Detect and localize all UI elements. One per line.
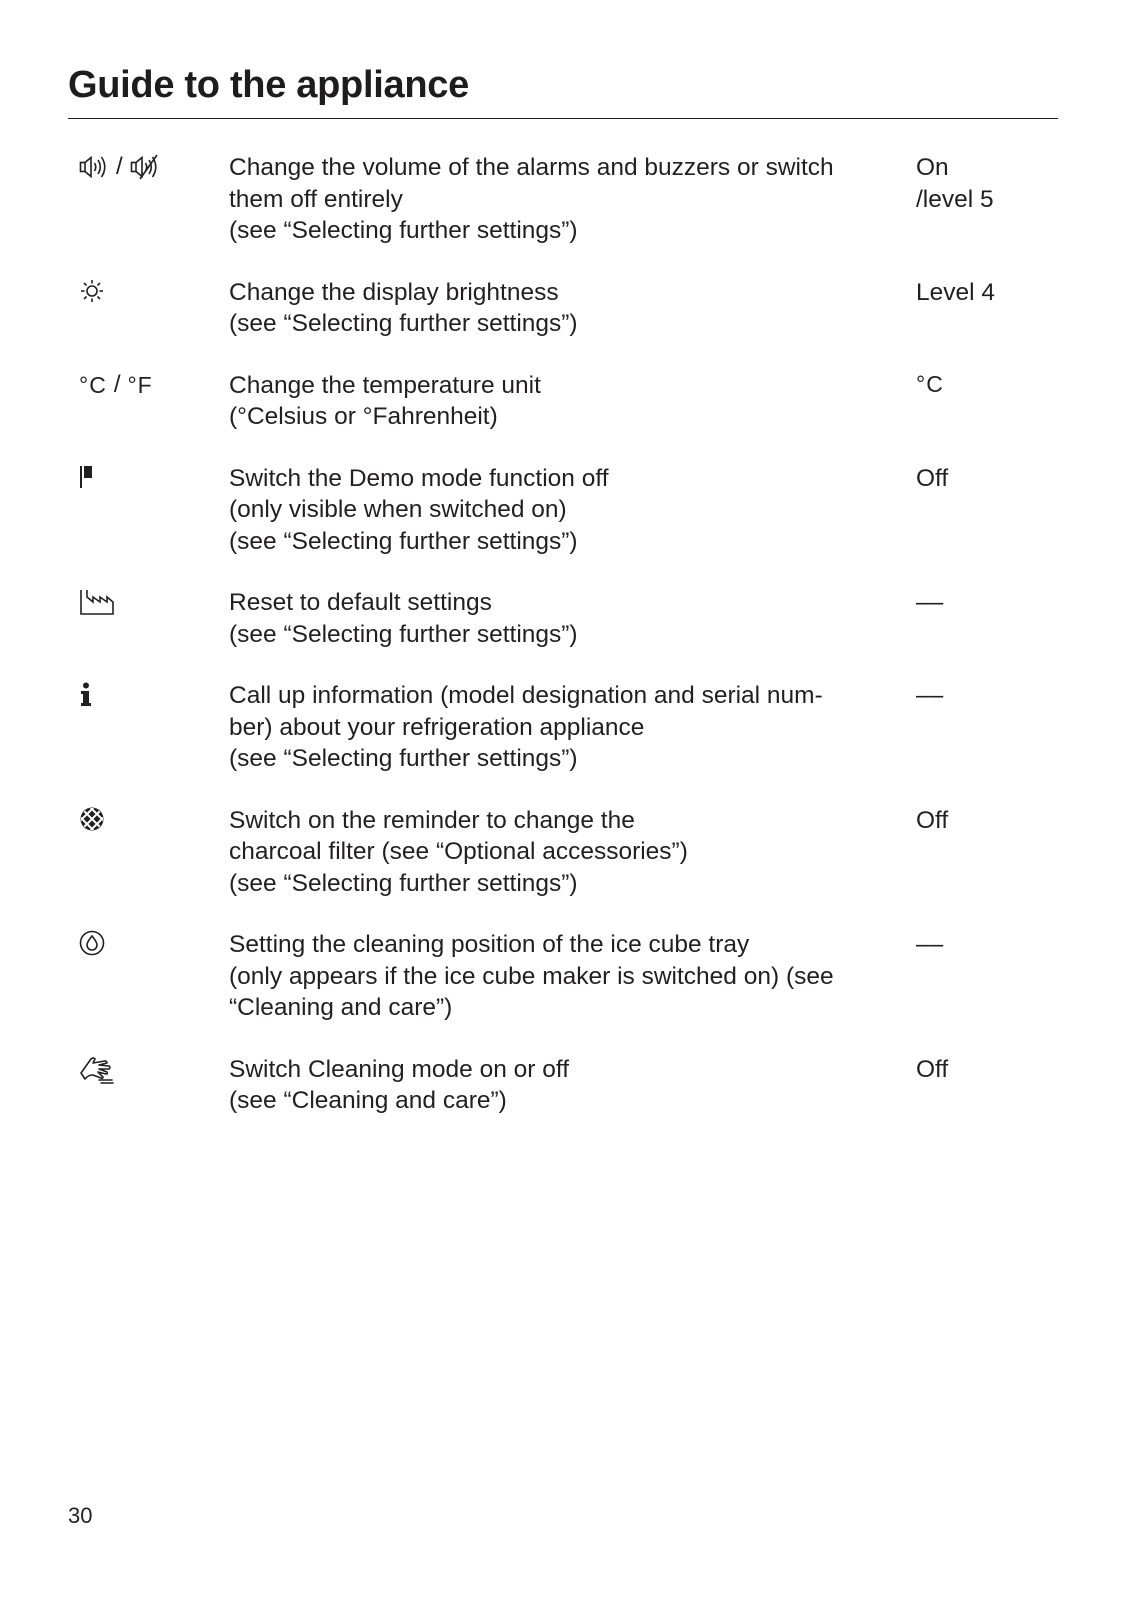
- settings-row-volume: [68, 152, 1058, 247]
- row-description: [229, 805, 911, 900]
- info-icon: [79, 681, 95, 709]
- description-line: (see “Selecting further settings”): [229, 869, 578, 897]
- row-default-value: [911, 152, 1058, 247]
- row-description: [229, 152, 911, 247]
- default-line: On: [916, 154, 949, 181]
- icon-separator: /: [113, 370, 121, 398]
- row-icons: [68, 680, 229, 711]
- row-icons: [68, 929, 229, 960]
- settings-row-temperature-unit: [68, 370, 1058, 433]
- settings-row-factory-reset: [68, 587, 1058, 650]
- description-line: Switch on the reminder to change the: [229, 806, 635, 834]
- description-line: (see “Selecting further settings”): [229, 620, 578, 648]
- speaker-on-icon: [79, 153, 109, 181]
- row-description: [229, 277, 911, 340]
- description-line: Call up information (model designation and serial num-: [229, 682, 823, 709]
- row-default-value: [911, 370, 1058, 433]
- brightness-sun-icon: [79, 278, 105, 304]
- row-icons: [68, 587, 229, 618]
- fahrenheit-unit-label: °F: [127, 371, 153, 398]
- default-line: Off: [916, 1055, 949, 1083]
- description-line: Change the volume of the alarms and buzzers or switch: [229, 154, 834, 181]
- row-icons: [68, 1054, 229, 1085]
- row-icons: [68, 370, 229, 401]
- row-default-value: [911, 587, 1058, 650]
- settings-row-charcoal-filter: [68, 805, 1058, 900]
- charcoal-filter-icon: [79, 806, 107, 834]
- description-line: ber) about your refrigeration appliance: [229, 713, 645, 741]
- row-default-value: [911, 805, 1058, 900]
- icon-separator: /: [116, 153, 123, 180]
- row-description: [229, 370, 911, 433]
- row-default-value: [911, 463, 1058, 558]
- default-line: Off: [916, 464, 949, 492]
- description-line: (see “Selecting further settings”): [229, 527, 578, 555]
- row-description: [229, 463, 911, 558]
- settings-row-cleaning-mode: [68, 1054, 1058, 1117]
- row-description: [229, 929, 911, 1024]
- description-line: them off entirely: [229, 185, 403, 213]
- description-line: Change the display brightness: [229, 278, 559, 306]
- row-icons: [68, 463, 229, 494]
- row-default-value: [911, 680, 1058, 775]
- settings-row-info: [68, 680, 1058, 775]
- row-description: [229, 587, 911, 650]
- settings-row-ice-cube-tray: [68, 929, 1058, 1024]
- description-line: Switch Cleaning mode on or off: [229, 1055, 570, 1083]
- default-line: ––: [916, 682, 944, 709]
- settings-table: [68, 152, 1058, 1117]
- description-line: Change the temperature unit: [229, 371, 541, 399]
- row-description: [229, 680, 911, 775]
- settings-row-brightness: [68, 277, 1058, 340]
- row-description: [229, 1054, 911, 1117]
- row-default-value: [911, 929, 1058, 1024]
- description-line: Reset to default settings: [229, 589, 492, 616]
- description-line: (see “Selecting further settings”): [229, 217, 578, 244]
- description-line: (only appears if the ice cube maker is switched on) (see: [229, 962, 834, 990]
- row-default-value: [911, 277, 1058, 340]
- description-line: “Cleaning and care”): [229, 994, 453, 1021]
- ice-tray-drop-icon: [79, 930, 107, 958]
- description-line: (see “Selecting further settings”): [229, 310, 578, 337]
- description-line: Switch the Demo mode function off: [229, 464, 609, 492]
- description-line: charcoal filter (see “Optional accessories”): [229, 838, 688, 865]
- row-default-value: [911, 1054, 1058, 1117]
- demo-mode-flag-icon: [79, 464, 95, 490]
- description-line: Setting the cleaning position of the ice cube tray: [229, 931, 750, 958]
- factory-reset-icon: [79, 588, 115, 616]
- default-line: Off: [916, 806, 949, 834]
- default-line: ––: [916, 931, 944, 958]
- speaker-muted-icon: [130, 153, 160, 181]
- default-line: °C: [916, 370, 944, 397]
- description-line: (only visible when switched on): [229, 496, 567, 523]
- page-title: Guide to the appliance: [68, 64, 469, 106]
- description-line: (see “Cleaning and care”): [229, 1087, 507, 1114]
- row-icons: [68, 152, 229, 183]
- settings-row-demo-mode: [68, 463, 1058, 558]
- default-line: /level 5: [916, 185, 994, 213]
- description-line: (see “Selecting further settings”): [229, 745, 578, 772]
- row-icons: [68, 277, 229, 308]
- default-line: Level 4: [916, 278, 996, 306]
- description-line: (°Celsius or °Fahrenheit): [229, 403, 498, 430]
- celsius-unit-label: °C: [79, 371, 107, 398]
- default-line: ––: [916, 589, 944, 616]
- page-number: 30: [68, 1503, 93, 1528]
- row-icons: [68, 805, 229, 836]
- cleaning-hand-icon: [79, 1055, 115, 1085]
- title-divider: [68, 118, 1058, 119]
